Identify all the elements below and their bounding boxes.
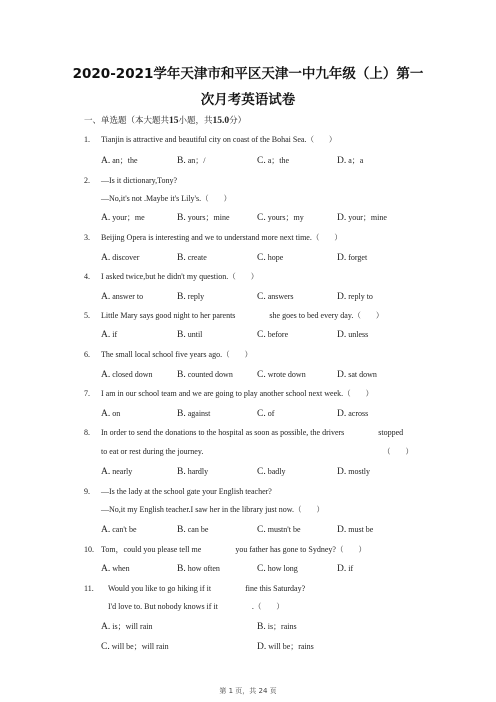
option-text: an；the [110,156,138,165]
answer-paren: （ ） [353,311,384,320]
option-text: before [265,330,289,339]
question-number: 9. [84,487,90,496]
option-letter: D. [337,564,347,574]
question-line [0,583,496,595]
option [177,329,202,341]
page-footer: 第 1 页，共 24 页 [219,687,277,695]
answer-paren: （ ） [383,447,413,456]
page-title-line1: 2020-2021学年天津市和平区天津一中九年级（上）第一 [72,66,424,82]
option-text: must be [346,525,374,534]
option-text: across [346,409,369,418]
question-text: Tom，could you please tell me you father has gone to Sydney?（ ） [101,545,366,554]
option [257,466,286,478]
option [177,563,220,575]
option-text: will be；rains [266,642,314,651]
options-row [0,329,496,341]
option [257,252,283,264]
option-letter: A. [101,370,111,380]
option [101,524,137,536]
option-text: forget [346,253,368,262]
option-letter: B. [177,330,186,340]
option-text: badly [265,467,286,476]
option-letter: D. [337,292,347,302]
option [177,252,207,264]
option-letter: A. [101,564,111,574]
option [257,563,298,575]
option [101,291,143,303]
option-text: on [110,409,121,418]
option [101,329,117,341]
option-text: counted down [185,370,233,379]
option [257,155,289,167]
option-letter: C. [101,642,110,652]
question-line [0,504,496,516]
option-letter: A. [101,156,111,166]
options-row [0,563,496,575]
option-letter: C. [257,253,266,263]
answer-paren: （ ） [253,602,284,611]
option-letter: A. [101,409,111,419]
option-letter: A. [101,292,111,302]
option-text: when [110,564,130,573]
option-text: if [110,330,118,339]
option-text: answers [265,292,294,301]
option [177,466,208,478]
option-letter: A. [101,467,111,477]
section-heading: 一、单选题（本大题共15小题，共15.0分） [84,116,247,126]
option-letter: C. [257,213,266,223]
option-letter: B. [177,156,186,166]
question-number: 11. [84,584,94,593]
question-number: 3. [84,233,90,242]
option-text: will be；will rain [109,642,169,651]
option-text: create [185,253,207,262]
question-line [0,193,496,205]
option-text: answer to [110,292,144,301]
option-text: mostly [346,467,371,476]
options-row [0,369,496,381]
option-letter: A. [101,253,111,263]
option-text: how long [265,564,298,573]
option [177,408,210,420]
option [257,524,301,536]
question-line [0,134,496,146]
question-line [0,601,496,613]
question-text: I am in our school team and we are going to play another school next week.（ ） [101,389,374,398]
question-line [0,232,496,244]
question-number: 6. [84,350,90,359]
option-letter: D. [257,642,267,652]
option-letter: B. [257,622,266,632]
options-row [0,291,496,303]
option [337,212,387,224]
question-number: 7. [84,389,90,398]
option-letter: B. [177,253,186,263]
option [337,252,367,264]
options-row [0,408,496,420]
option [257,621,297,633]
option [101,252,139,264]
option [101,369,152,381]
option-letter: C. [257,370,266,380]
option-letter: C. [257,525,266,535]
question-text: I asked twice,but he didn't my question.（ ） [101,272,259,281]
options-row [0,621,496,633]
question-text: Tianjin is attractive and beautiful city on coast of the Bohai Sea.（ ） [101,135,337,144]
question-text: —Is the lady at the school gate your English teacher? [101,487,272,496]
answer-paren: （ ） [228,272,259,281]
option-letter: D. [337,370,347,380]
option-text: yours；my [265,213,304,222]
option-text: against [185,409,211,418]
option-letter: C. [257,409,266,419]
option-letter: D. [337,156,347,166]
answer-paren: （ ） [311,233,342,242]
option-letter: A. [101,622,111,632]
option [101,408,120,420]
option-letter: C. [257,330,266,340]
option-text: a；the [265,156,290,165]
question-text: —No,it's not .Maybe it's Lily's.（ ） [101,194,232,203]
option-text: reply [185,292,205,301]
question-text: to eat or rest during the journey. [101,447,204,456]
options-row [0,641,496,653]
option-text: nearly [110,467,133,476]
option-letter: C. [257,467,266,477]
option-text: closed down [110,370,153,379]
option-letter: A. [101,525,111,535]
option [177,524,208,536]
answer-paren: （ ） [294,505,324,514]
question-text: Little Mary says good night to her parents she goes to bed every day.（ ） [101,311,384,320]
option [257,641,314,653]
question-line [0,310,496,322]
option [177,212,230,224]
option-text: can't be [110,525,137,534]
question-line [0,486,496,498]
option [101,466,132,478]
option [257,369,306,381]
option [101,621,152,633]
option-letter: B. [177,409,186,419]
question-number: 5. [84,311,90,320]
option-text: of [265,409,275,418]
option-letter: D. [337,467,347,477]
question-line [0,544,496,556]
option [257,212,304,224]
question-number: 4. [84,272,90,281]
option-letter: D. [337,213,347,223]
question-text: —Is it dictionary,Tony? [101,176,178,185]
question-text: Would you like to go hiking if it fine this Saturday? [108,584,306,593]
option-letter: B. [177,467,186,477]
question-text: The small local school five years ago.（ ） [101,350,253,359]
question-line [0,446,496,458]
option-letter: A. [101,330,111,340]
option [177,155,206,167]
option-letter: B. [177,525,186,535]
options-row [0,155,496,167]
option-letter: D. [337,409,347,419]
option-text: yours；mine [185,213,230,222]
option [101,641,169,653]
question-line [0,388,496,400]
option [337,291,373,303]
option-text: how often [185,564,220,573]
option-text: until [185,330,203,339]
option-text: your；mine [346,213,387,222]
option-text: reply to [346,292,373,301]
question-line [0,349,496,361]
answer-paren: （ ） [222,350,253,359]
option [337,369,377,381]
option [337,563,353,575]
option [337,329,368,341]
option [177,369,233,381]
option-letter: D. [337,330,347,340]
question-number: 8. [84,428,90,437]
question-text: Beijing Opera is interesting and we to understand more next time.（ ） [101,233,342,242]
option [337,155,363,167]
option [337,466,370,478]
option [101,563,130,575]
question-line [0,175,496,187]
question-number: 1. [84,135,90,144]
question-number: 10. [84,545,94,554]
option-text: hope [265,253,284,262]
option-letter: B. [177,292,186,302]
question-line [0,271,496,283]
option-text: sat down [346,370,377,379]
page-title-line2: 次月考英语试卷 [200,92,296,108]
question-number: 2. [84,176,90,185]
option-text: is；will rain [110,622,153,631]
option-letter: D. [337,253,347,263]
option-letter: C. [257,156,266,166]
options-row [0,212,496,224]
option-text: a；a [346,156,364,165]
question-text: I'd love to. But nobody knows if it .（ ） [108,602,284,611]
answer-paren: （ ） [335,545,366,554]
option-text: your；me [110,213,145,222]
question-line [0,427,496,439]
option-text: wrote down [265,370,306,379]
option [101,212,145,224]
option-letter: A. [101,213,111,223]
option-text: is；rains [265,622,297,631]
option [177,291,204,303]
options-row [0,466,496,478]
option-text: if [346,564,354,573]
option [337,524,373,536]
option-text: unless [346,330,369,339]
option-letter: B. [177,370,186,380]
question-text: In order to send the donations to the hospital as soon as possible, the drivers stopped [101,428,404,437]
option-text: can be [185,525,209,534]
option-letter: C. [257,292,266,302]
option [257,329,288,341]
option-letter: B. [177,213,186,223]
option [257,291,294,303]
option-text: discover [110,253,140,262]
option-text: mustn't be [265,525,301,534]
options-row [0,252,496,264]
option-letter: D. [337,525,347,535]
options-row [0,524,496,536]
question-text: —No,it my English teacher.I saw her in the library just now.（ ） [101,505,324,514]
option [257,408,274,420]
option-letter: B. [177,564,186,574]
option-letter: C. [257,564,266,574]
option [337,408,368,420]
answer-paren: （ ） [343,389,374,398]
answer-paren: （ ） [201,194,232,203]
option [101,155,138,167]
option-text: an；/ [185,156,206,165]
answer-paren: （ ） [306,135,337,144]
option-text: hardly [185,467,209,476]
